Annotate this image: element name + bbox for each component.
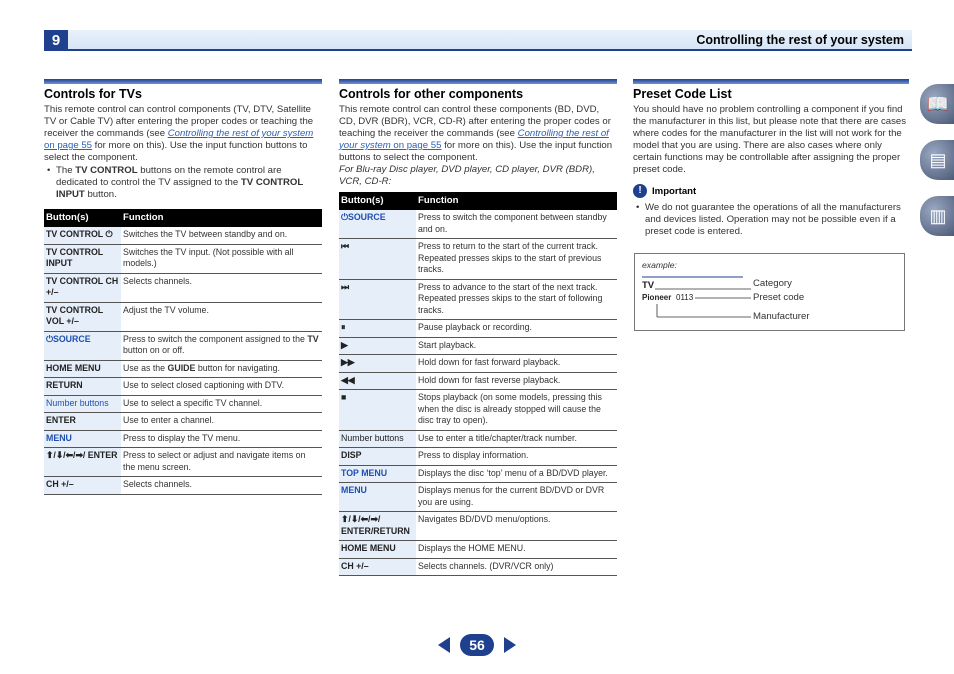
important-note-text: • We do not guarantee the operations of all the manufacturers and devices listed. Operation may not be possible even if a preset code is entered. (633, 202, 909, 238)
preset-code-example (634, 253, 905, 331)
table-row: ■ Stops playback (on some models, pressing this when the disc is already stopped will cause the disc tray to open). (339, 390, 617, 431)
previous-page-arrow-icon[interactable] (438, 637, 450, 653)
table-row: RETURN Use to select closed captioning with DTV. (44, 378, 322, 396)
table-row: MENU Press to display the TV menu. (44, 430, 322, 448)
book-icon[interactable]: 📖 (920, 84, 954, 124)
table-row: ⬆/⬇/⬅/➡/ ENTER Press to select or adjust and navigate items on the menu screen. (44, 448, 322, 477)
tv-intro-link[interactable]: Controlling the rest of your system (167, 128, 314, 139)
table-row: ▶▶ Hold down for fast forward playback. (339, 355, 617, 373)
preset-intro-paragraph: You should have no problem controlling a component if you find the manufacturer in this list, but please note that there are cases where codes for the manufacturer in the list will not work for the model that you are using. There are also cases where only certain functions may be controllable after assigning the proper preset code. (633, 104, 907, 175)
next-page-arrow-icon[interactable] (504, 637, 516, 653)
table-row: ⏻SOURCE Press to switch the component assigned to the TV button on or off. (44, 331, 322, 360)
table-row: HOME MENU Use as the GUIDE button for navigating. (44, 360, 322, 378)
preset-code-section (633, 79, 909, 238)
column-header-function: Function (416, 192, 617, 210)
remote-icon[interactable]: ▥ (920, 196, 954, 236)
section-rule (339, 79, 617, 84)
preset-code-heading: Preset Code List (633, 87, 732, 101)
important-icon: ! (633, 184, 647, 198)
table-header-row (339, 192, 617, 210)
tv-intro-paragraph: This remote control can control components (TV, DTV, Satellite TV or Cable TV) after entering the proper codes or teaching the receiver the commands (see Controlling the rest of your system on page 55 for more on this). Use the input function buttons to select the component. (44, 104, 314, 163)
table-row: HOME MENU Displays the HOME MENU. (339, 541, 617, 559)
example-category: TV (642, 280, 655, 291)
example-manufacturer: Pioneer (642, 293, 672, 302)
chapter-number: 9 (44, 30, 68, 51)
example-code: 0113 (676, 293, 694, 302)
table-row: CH +/– Selects channels. (44, 477, 322, 495)
tv-intro-page-link[interactable]: on page 55 (44, 140, 93, 151)
table-row: Number buttons Use to enter a title/chapter/track number. (339, 430, 617, 448)
page-number: 56 (460, 634, 494, 656)
other-intro-paragraph: This remote control can control these components (BD, DVD, CD, DVR (BDR), VCR, CD-R) after entering the proper codes or teaching the receiver the commands (see Controlling the rest of your system on page 55 for more on this). Use the input function buttons to select the component. (339, 104, 613, 163)
other-controls-table (339, 192, 617, 576)
column-header-function: Function (121, 209, 322, 227)
table-row: TV CONTROL CH +/– Selects channels. (44, 273, 322, 302)
table-row: ▶ Start playback. (339, 337, 617, 355)
label-manufacturer: Manufacturer (753, 311, 810, 322)
table-row: ◀◀ Hold down for fast reverse playback. (339, 372, 617, 390)
table-row: DISP Press to display information. (339, 448, 617, 466)
important-note-heading: ! Important (633, 184, 909, 198)
table-row: ⏸ Pause playback or recording. (339, 320, 617, 338)
tv-controls-heading: Controls for TVs (44, 87, 142, 101)
other-intro-page-link[interactable]: on page 55 (390, 140, 442, 151)
other-controls-heading: Controls for other components (339, 87, 524, 101)
receiver-icon[interactable]: ▤ (920, 140, 954, 180)
example-label: example: (642, 260, 677, 270)
table-row: TOP MENU Displays the disc ‘top’ menu of a BD/DVD player. (339, 465, 617, 483)
tv-controls-section (44, 79, 322, 495)
label-preset-code: Preset code (753, 292, 805, 303)
table-row: ⏭ Press to advance to the start of the next track. Repeated presses skips to the start of following tracks. (339, 279, 617, 320)
other-controls-section (339, 79, 617, 576)
tv-controls-table (44, 209, 322, 495)
table-row: Number buttons Use to select a specific TV channel. (44, 395, 322, 413)
table-row: MENU Displays menus for the current BD/DVD or DVR you are using. (339, 483, 617, 512)
table-row: ⏮ Press to return to the start of the current track. Repeated presses skips to the start of previous tracks. (339, 239, 617, 280)
table-row: ENTER Use to enter a channel. (44, 413, 322, 431)
section-rule (633, 79, 909, 84)
column-header-buttons: Button(s) (339, 192, 416, 210)
table-row: TV CONTROL INPUT Switches the TV input. (Not possible with all models.) (44, 244, 322, 273)
chapter-title: Controlling the rest of your system (696, 33, 904, 47)
other-intro-link[interactable]: Controlling the rest of your system (339, 128, 609, 151)
table-row: CH +/– Selects channels. (DVR/VCR only) (339, 558, 617, 576)
other-players-note: For Blu-ray Disc player, DVD player, CD player, DVR (BDR), VCR, CD-R: (339, 164, 595, 187)
column-header-buttons: Button(s) (44, 209, 121, 227)
section-rule (44, 79, 322, 84)
tv-control-note: • The TV CONTROL buttons on the remote control are dedicated to control the TV assigned to the TV CONTROL INPUT button. (44, 165, 322, 201)
table-row: TV CONTROL ⏻ Switches the TV between standby and on. (44, 227, 322, 244)
table-row: ⬆/⬇/⬅/➡/ ENTER/RETURN Navigates BD/DVD menu/options. (339, 512, 617, 541)
label-category: Category (753, 278, 792, 289)
table-row: ⏻SOURCE Press to switch the component between standby and on. (339, 210, 617, 239)
table-row: TV CONTROL VOL +/– Adjust the TV volume. (44, 302, 322, 331)
table-header-row (44, 209, 322, 227)
